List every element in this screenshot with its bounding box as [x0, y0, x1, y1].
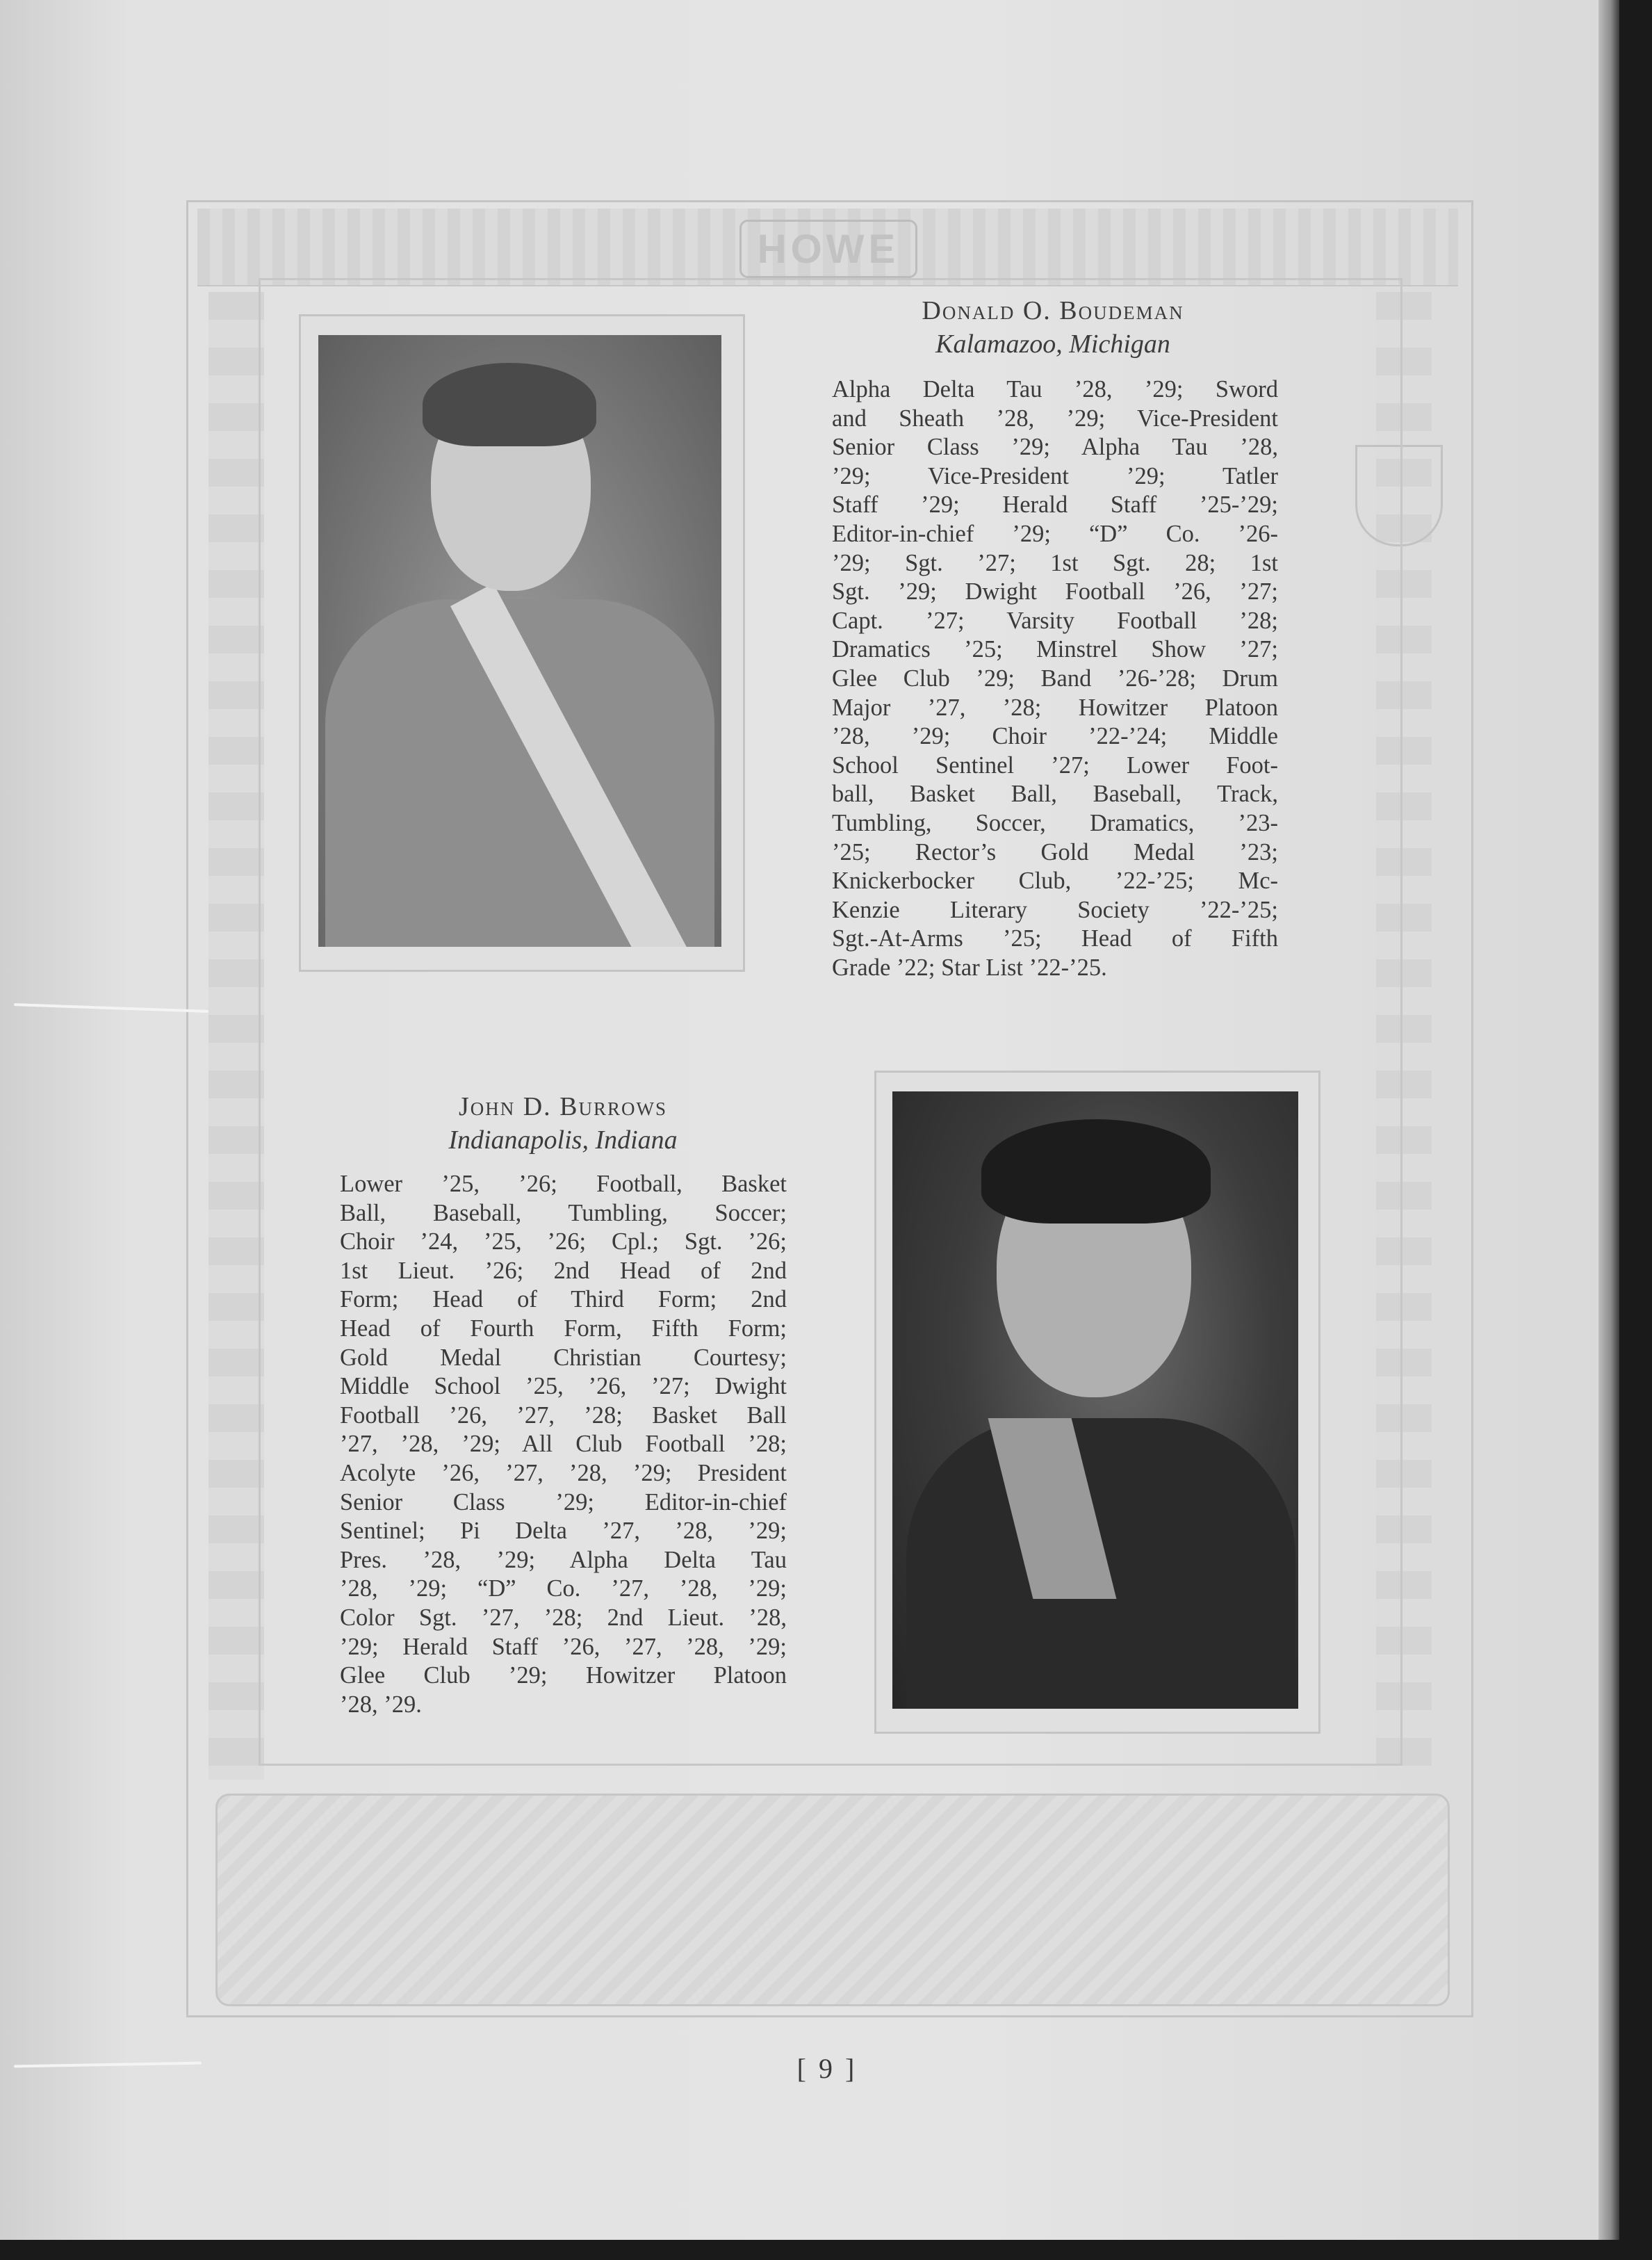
- bio-line: ’29; Herald Staff ’26, ’27, ’28, ’29;: [340, 1633, 787, 1660]
- bio-line: Sentinel; Pi Delta ’27, ’28, ’29;: [340, 1518, 787, 1545]
- hair-shape: [981, 1119, 1211, 1224]
- bio-line: Form; Head of Third Form; 2nd: [340, 1286, 787, 1313]
- binding-thread: [14, 1003, 208, 1013]
- page-number: [ 9 ]: [796, 2053, 858, 2084]
- bio-line: ’27, ’28, ’29; All Club Football ’28;: [340, 1431, 787, 1458]
- hair-shape: [423, 363, 596, 446]
- bio-line: Dramatics ’25; Minstrel Show ’27;: [832, 636, 1278, 663]
- bio-line: Gold Medal Christian Courtesy;: [340, 1344, 787, 1371]
- bio-line: Senior Class ’29; Alpha Tau ’28,: [832, 434, 1278, 461]
- bio-line: and Sheath ’28, ’29; Vice-President: [832, 405, 1278, 432]
- entry-place-burrows: Indianapolis, Indiana: [448, 1125, 678, 1155]
- portrait-photo-boudeman: [318, 335, 721, 947]
- bio-line: Head of Fourth Form, Fifth Form;: [340, 1315, 787, 1342]
- bio-line: Choir ’24, ’25, ’26; Cpl.; Sgt. ’26;: [340, 1228, 787, 1255]
- bio-line: ’28, ’29; Choir ’22-’24; Middle: [832, 723, 1278, 750]
- bio-line: Pres. ’28, ’29; Alpha Delta Tau: [340, 1546, 787, 1573]
- bio-line: Knickerbocker Club, ’22-’25; Mc-: [832, 868, 1278, 895]
- bio-line: ’28, ’29.: [340, 1691, 422, 1718]
- bio-line: Capt. ’27; Varsity Football ’28;: [832, 607, 1278, 634]
- bio-line: Editor-in-chief ’29; “D” Co. ’26-: [832, 520, 1278, 547]
- entry-place-boudeman: Kalamazoo, Michigan: [935, 330, 1170, 359]
- bio-line: ’29; Sgt. ’27; 1st Sgt. 28; 1st: [832, 549, 1278, 576]
- entry-name-burrows: John D. Burrows: [458, 1092, 668, 1121]
- bio-line: Color Sgt. ’27, ’28; 2nd Lieut. ’28,: [340, 1604, 787, 1631]
- bio-line: 1st Lieut. ’26; 2nd Head of 2nd: [340, 1257, 787, 1284]
- page-edge: [1598, 0, 1619, 2240]
- bio-line: ’28, ’29; “D” Co. ’27, ’28, ’29;: [340, 1575, 787, 1602]
- left-ornament-column: [208, 292, 264, 1780]
- bio-line: Kenzie Literary Society ’22-’25;: [832, 896, 1278, 923]
- bio-line: Senior Class ’29; Editor-in-chief: [340, 1488, 787, 1515]
- entry-bio-boudeman: [832, 375, 1278, 982]
- bio-line: Tumbling, Soccer, Dramatics, ’23-: [832, 809, 1278, 836]
- entry-bio-burrows: [340, 1170, 787, 1719]
- banner-text: HOWE: [757, 226, 900, 272]
- bio-line: Major ’27, ’28; Howitzer Platoon: [832, 694, 1278, 721]
- portrait-photo-burrows: [892, 1091, 1298, 1709]
- bio-line: ’29; Vice-President ’29; Tatler: [832, 462, 1278, 489]
- binding-thread: [14, 2062, 202, 2068]
- bio-line: ball, Basket Ball, Baseball, Track,: [832, 781, 1278, 808]
- bio-line: Football ’26, ’27, ’28; Basket Ball: [340, 1401, 787, 1429]
- bio-line: Sgt. ’29; Dwight Football ’26, ’27;: [832, 578, 1278, 605]
- entry-name-boudeman: Donald O. Boudeman: [922, 296, 1184, 325]
- bio-line: ’25; Rector’s Gold Medal ’23;: [832, 838, 1278, 865]
- bio-line: Alpha Delta Tau ’28, ’29; Sword: [832, 376, 1278, 403]
- bio-line: Middle School ’25, ’26, ’27; Dwight: [340, 1373, 787, 1400]
- bio-line: School Sentinel ’27; Lower Foot-: [832, 751, 1278, 779]
- bio-line: Acolyte ’26, ’27, ’28, ’29; President: [340, 1459, 787, 1486]
- bio-line: Glee Club ’29; Band ’26-’28; Drum: [832, 665, 1278, 692]
- decorative-footer-scene: [215, 1794, 1450, 2006]
- bio-line: Ball, Baseball, Tumbling, Soccer;: [340, 1199, 787, 1226]
- bio-line: Grade ’22; Star List ’22-’25.: [832, 954, 1107, 981]
- bio-line: Lower ’25, ’26; Football, Basket: [340, 1171, 787, 1197]
- bio-line: Staff ’29; Herald Staff ’25-’29;: [832, 491, 1278, 519]
- bio-line: Glee Club ’29; Howitzer Platoon: [340, 1662, 787, 1689]
- bio-line: Sgt.-At-Arms ’25; Head of Fifth: [832, 925, 1278, 952]
